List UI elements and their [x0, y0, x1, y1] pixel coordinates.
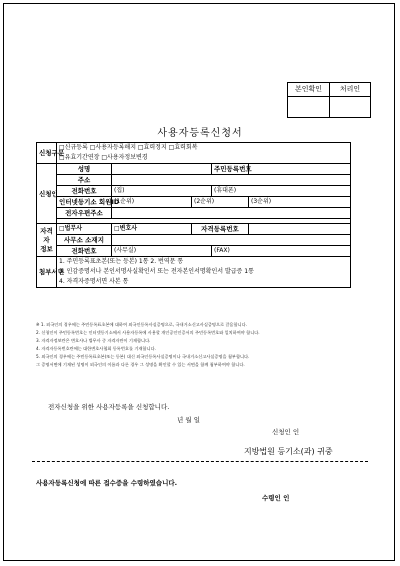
approval-stamp-box	[287, 82, 371, 118]
qp-phone-label: 전화번호	[57, 246, 112, 257]
qualified-person-label-line1: 자격자	[40, 226, 53, 244]
id-choice-2-field[interactable]	[192, 197, 249, 208]
office-address-field[interactable]	[112, 235, 351, 246]
note-item: 그 증명서면에 기재된 성명이 외국인의 이름과 다른 경우 그 성명을 확인할 수 있는 서면을 함께 첨부하여야 합니다.	[36, 362, 245, 367]
phone-home-field[interactable]	[112, 186, 212, 197]
address-label: 주소	[57, 175, 112, 186]
verify-label: 본인확인	[288, 83, 329, 97]
application-type-options-2[interactable]: □유효기간연장 □사용자정보변경	[57, 153, 351, 164]
note-item: 4. 자격자등록번호란에는 대한변호사협회 등록번호를 기재합니다.	[36, 346, 156, 351]
id-choice-3-field[interactable]	[249, 197, 351, 208]
attachment-line-3: 4. 자격자증명서면 사본 통	[57, 277, 351, 288]
handler-label: 처리인	[330, 83, 370, 97]
note-item: 2. 신청인이 주민등록번호는 인터넷등기소에서 사용자등록에 사용할 개인공인인증서의 주민등록번호와 일치하여야 합니다.	[36, 330, 260, 335]
attachments-label: 첨부서면	[37, 257, 57, 288]
application-type-label: 신청구분	[37, 143, 57, 164]
note-item: 3. 자격자정보란은 변호사나 법무사 중 자격자만이 기재합니다.	[36, 338, 151, 343]
phone-label: 전화번호	[57, 186, 112, 197]
application-form-table	[36, 142, 351, 288]
office-address-label: 사무소 소재지	[57, 235, 112, 246]
id-choice-1-label: (1순위)	[114, 198, 135, 205]
cut-line	[32, 461, 368, 462]
phone-mobile-label: (휴대폰)	[214, 187, 237, 194]
qualified-person-label	[37, 224, 57, 257]
id-choice-3-label: (3순위)	[251, 198, 272, 205]
qualified-person-label-line2: 정보	[40, 244, 53, 253]
resident-no-label: 주민등록번호	[212, 164, 249, 175]
office-phone-field[interactable]	[112, 246, 212, 257]
name-label: 성명	[57, 164, 112, 175]
receiver-signature-line: 수령인 인	[262, 494, 290, 502]
resident-no-field[interactable]	[249, 164, 351, 175]
email-field[interactable]	[112, 208, 351, 219]
receipt-text: 사용자등록신청에 따른 접수증을 수령하였습니다.	[36, 479, 178, 487]
name-field[interactable]	[112, 164, 212, 175]
phone-mobile-field[interactable]	[212, 186, 351, 197]
declaration-text: 전자신청을 위한 사용자등록을 신청합니다.	[48, 403, 170, 411]
applicant-label: 신청인	[37, 164, 57, 224]
address-field[interactable]	[112, 175, 351, 186]
phone-home-label: (집)	[114, 187, 125, 194]
application-type-options-1[interactable]: □신규등록 □사용자등록해지 □효력정지 □효력회복	[57, 143, 351, 154]
applicant-signature-line: 신청인 인	[272, 428, 300, 436]
internet-id-label: 인터넷등기소 회원ID	[57, 197, 112, 208]
id-choice-1-field[interactable]	[112, 197, 192, 208]
page-title: 사용자등록신청서	[157, 128, 243, 139]
note-item: ※ 1. 외국인의 경우에는 주민등록표초본에 대하여 외국인등록사실증명으로, 국내거소신고사실증명으로 갈음합니다.	[36, 322, 247, 327]
attachment-line-2: 3. 인감증명서나 본인서명사실확인서 또는 전자본인서명확인서 발급증 1통	[57, 267, 351, 277]
date-line: 년 월 일	[177, 416, 200, 424]
office-phone-label: (사무실)	[114, 247, 137, 254]
notes-section	[36, 321, 366, 369]
attorney-checkbox[interactable]: □변호사	[112, 224, 192, 235]
reg-no-label: 자격등록번호	[192, 224, 249, 235]
lawyer-checkbox[interactable]: □법무사	[57, 224, 112, 235]
fax-field[interactable]	[212, 246, 351, 257]
id-choice-2-label: (2순위)	[194, 198, 215, 205]
attachment-line-1: 1. 주민등록표초본(또는 등본) 1통 2. 번역문 통	[57, 257, 351, 268]
email-label: 전자우편주소	[57, 208, 112, 219]
reg-no-field[interactable]	[249, 224, 351, 235]
recipient-court: 지방법원 등기소(과) 귀중	[244, 447, 333, 456]
note-item: 5. 외국인의 경우에는 주민등록표초본(또는 등본) 대신 외국인등록사실증명이나 국내거소신고사실증명을 첨부합니다.	[36, 354, 250, 359]
fax-label: (FAX)	[214, 247, 230, 254]
